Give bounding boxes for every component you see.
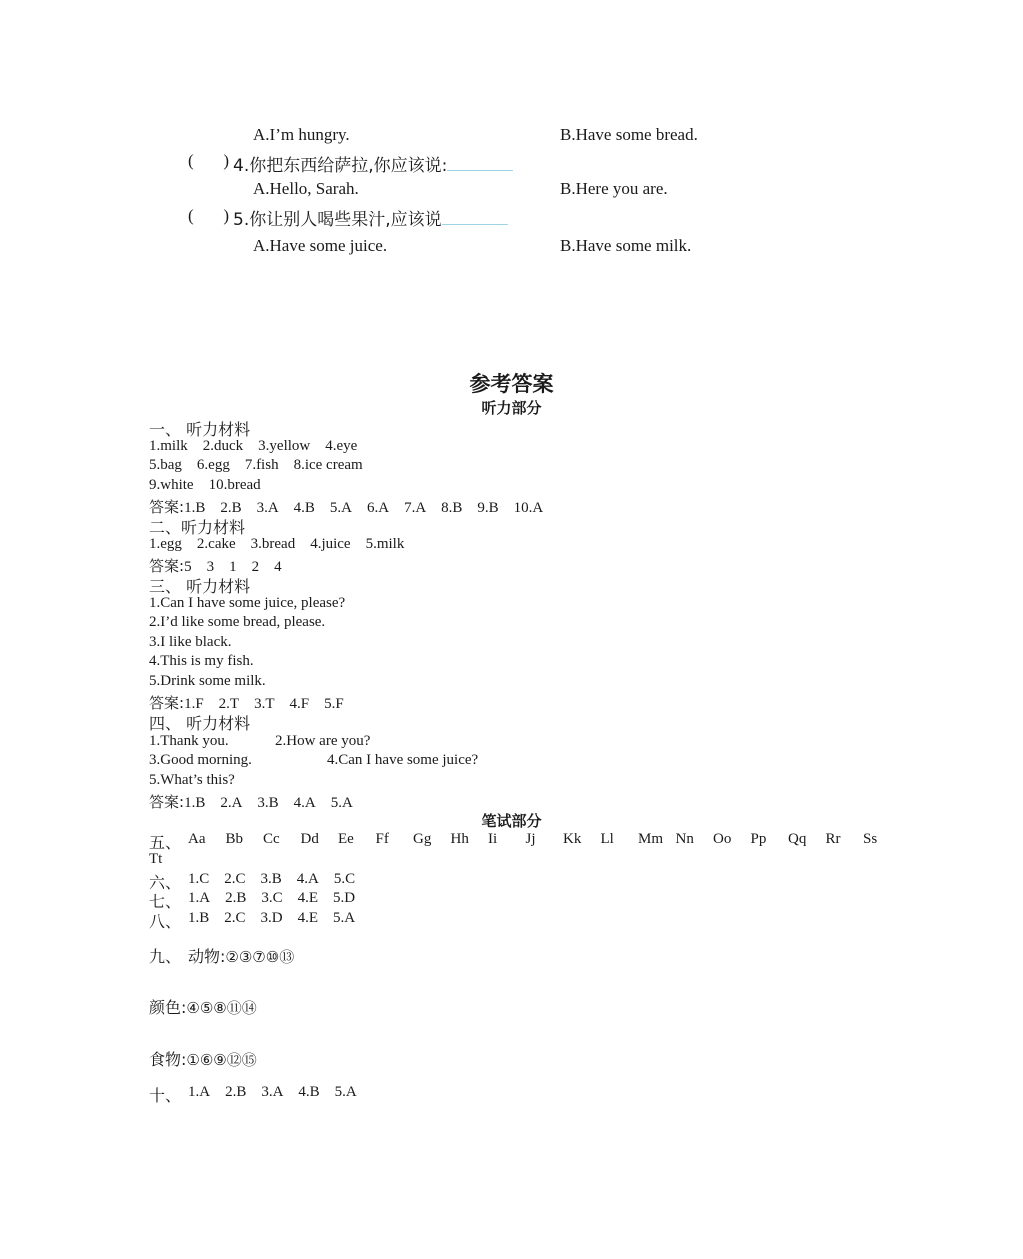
alphabet-letter: Ss — [863, 831, 878, 847]
answer-values: 1.B 2.A 3.B 4.A 5.A — [184, 795, 353, 811]
section-9-food — [149, 1047, 257, 1070]
colors-answers: ④⑤⑧⑪⑭ — [186, 999, 257, 1017]
q3-option-b: B.Have some bread. — [560, 125, 698, 144]
section-9-animals — [188, 944, 294, 967]
animals-answers: ②③⑦⑩⑬ — [225, 948, 295, 966]
alphabet-letter: Rr — [825, 831, 841, 847]
q4-option-b: B.Here you are. — [560, 179, 668, 198]
section-1-line-1: 1.milk 2.duck 3.yellow 4.eye — [149, 438, 358, 454]
section-6-heading: 六、 — [149, 873, 182, 892]
section-3-line-2: 2.I’d like some bread, please. — [149, 614, 326, 630]
section-10-answers: 1.A 2.B 3.A 4.B 5.A — [188, 1084, 357, 1100]
alphabet-letter: Oo — [713, 831, 732, 847]
alphabet-letter: Ii — [488, 831, 498, 847]
section-1-answers — [149, 496, 543, 517]
q5-option-b: B.Have some milk. — [560, 236, 692, 255]
section-8-answers: 1.B 2.C 3.D 4.E 5.A — [188, 910, 356, 926]
q3-option-a: A.I’m hungry. — [253, 125, 350, 144]
answer-values: 1.B 2.B 3.A 4.B 5.A 6.A 7.A 8.B 9.B 10.A — [184, 500, 544, 516]
alphabet-letter: Dd — [300, 831, 319, 847]
alphabet-letter: Ff — [375, 831, 389, 847]
section-2-line-1: 1.egg 2.cake 3.bread 4.juice 5.milk — [149, 536, 405, 552]
section-6-answers: 1.C 2.C 3.B 4.A 5.C — [188, 871, 356, 887]
alphabet-letter: Ee — [338, 831, 354, 847]
food-answers: ①⑥⑨⑫⑮ — [186, 1051, 257, 1069]
q4-prompt: 4.你把东西给萨拉,你应该说: — [233, 156, 448, 176]
alphabet-letter: Nn — [675, 831, 694, 847]
section-3-line-3: 3.I like black. — [149, 634, 232, 650]
section-1-line-3: 9.white 10.bread — [149, 477, 261, 493]
section-8-heading: 八、 — [149, 912, 182, 931]
alphabet-letter: Hh — [450, 831, 469, 847]
answer-values: 5 3 1 2 4 — [184, 559, 282, 575]
alphabet-letter: Bb — [225, 831, 244, 847]
section-1-heading: 一、 听力材料 — [149, 420, 251, 439]
section-4-line-1b: 2.How are you? — [275, 733, 371, 749]
section-7-answers: 1.A 2.B 3.C 4.E 5.D — [188, 890, 356, 906]
colors-label: 颜色: — [149, 998, 187, 1017]
section-4-answers — [149, 791, 353, 812]
section-3-line-4: 4.This is my fish. — [149, 653, 254, 669]
alphabet-letter: Qq — [788, 831, 807, 847]
q5-prompt: 5.你让别人喝些果汁,应该说 — [233, 210, 442, 230]
section-3-line-5: 5.Drink some milk. — [149, 673, 266, 689]
alphabet-letter: Pp — [750, 831, 767, 847]
alphabet-letter: Kk — [563, 831, 582, 847]
section-2-heading: 二、听力材料 — [149, 518, 246, 537]
section-9-colors — [149, 995, 257, 1018]
q5-text — [233, 205, 508, 230]
food-label: 食物: — [149, 1050, 187, 1069]
q4-text — [233, 151, 513, 176]
section-3-answers — [149, 692, 344, 713]
answer-label: 答案: — [149, 694, 185, 712]
q5-answer-blank[interactable] — [442, 206, 508, 225]
q4-answer-blank[interactable] — [447, 152, 513, 171]
section-10-heading: 十、 — [149, 1086, 182, 1105]
section-9-heading: 九、 — [149, 947, 182, 966]
section-4-heading: 四、 听力材料 — [149, 714, 251, 733]
q5-option-a: A.Have some juice. — [253, 236, 388, 255]
alphabet-letter: Cc — [263, 831, 280, 847]
section-5-heading: 五、 — [149, 833, 182, 852]
section-1-line-2: 5.bag 6.egg 7.fish 8.ice cream — [149, 457, 363, 473]
section-4-line-2b: 4.Can I have some juice? — [327, 752, 479, 768]
alphabet-letter: Mm — [638, 831, 664, 847]
section-2-answers — [149, 555, 282, 576]
alphabet-letter: Ll — [600, 831, 614, 847]
alphabet-letter: Gg — [413, 831, 432, 847]
answer-label: 答案: — [149, 498, 185, 516]
written-subtitle: 笔试部分 — [481, 812, 542, 830]
section-4-line-2a: 3.Good morning. — [149, 752, 252, 768]
answer-values: 1.F 2.T 3.T 4.F 5.F — [184, 696, 344, 712]
section-3-heading: 三、 听力材料 — [149, 577, 251, 596]
alphabet-letter: Jj — [525, 831, 536, 847]
section-4-line-3: 5.What’s this? — [149, 772, 235, 788]
section-7-heading: 七、 — [149, 892, 182, 911]
section-5-letter-wrap: Tt — [149, 851, 163, 867]
q5-paren: ( ) — [188, 206, 230, 225]
section-3-line-1: 1.Can I have some juice, please? — [149, 595, 346, 611]
answer-label: 答案: — [149, 793, 185, 811]
q4-option-a: A.Hello, Sarah. — [253, 179, 359, 198]
section-4-line-1a: 1.Thank you. — [149, 733, 229, 749]
listening-subtitle: 听力部分 — [481, 399, 542, 417]
answer-key-title: 参考答案 — [469, 372, 554, 396]
animals-label: 动物: — [188, 947, 226, 966]
q4-paren: ( ) — [188, 151, 230, 170]
answer-label: 答案: — [149, 557, 185, 575]
alphabet-letter: Aa — [188, 831, 206, 847]
